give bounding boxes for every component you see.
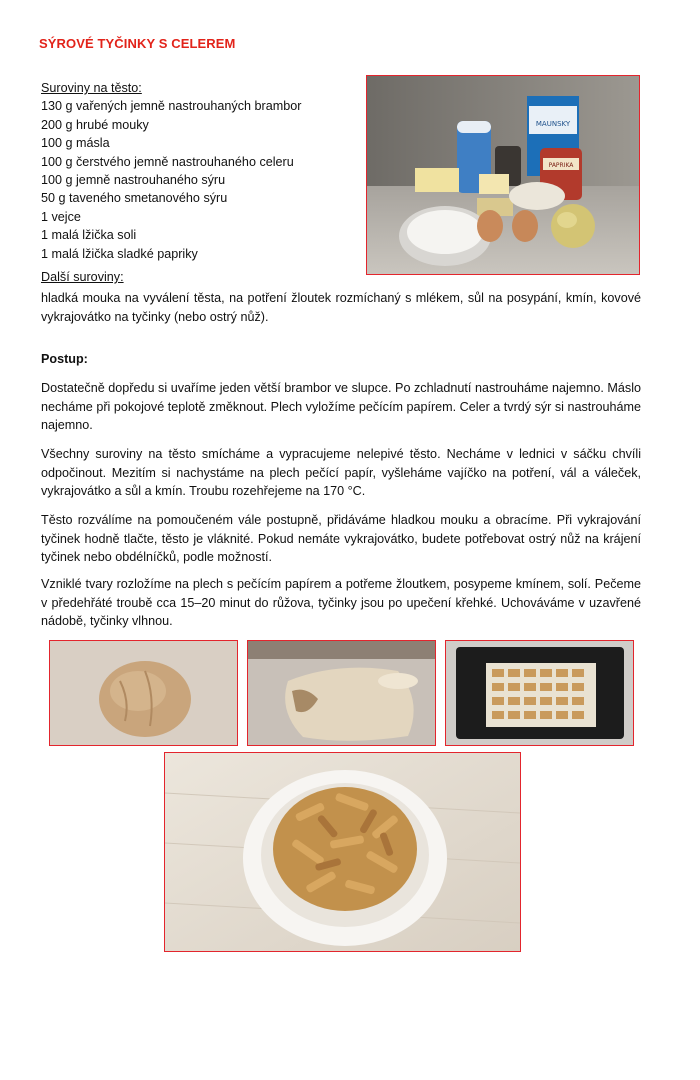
extra-ingredients-text: hladká mouka na vyválení těsta, na potření žloutek rozmíchaný s mlékem, sůl na posypání, kmín, kovové vykrajovátko na tyčinky (nebo ostrý nůž). xyxy=(41,291,641,324)
ingredient-item: 1 malá lžička sladké papriky xyxy=(41,246,198,261)
photo-finished-sticks xyxy=(164,752,521,952)
ingredient-item: 100 g čerstvého jemně nastrouhaného celeru xyxy=(41,154,294,169)
photo-baking-tray xyxy=(445,640,634,746)
photo-rolled-dough xyxy=(247,640,436,746)
extra-heading: Další suroviny: xyxy=(41,270,124,284)
dough-heading: Suroviny na těsto: xyxy=(41,81,142,95)
ingredient-item: 50 g taveného smetanového sýru xyxy=(41,191,228,206)
ingredient-item: 130 g vařených jemně nastrouhaných brambor xyxy=(41,99,302,114)
milk-box-label: MAUNSKY xyxy=(535,120,571,128)
ingredient-item: 1 malá lžička soli xyxy=(41,228,137,243)
method-paragraph-3: Těsto rozválíme na pomoučeném vále postupně, přidáváme hladkou mouku a obracíme. Při vykrajování tyčinek hodně tlačte, těsto je vláknité. Pokud nemáte vykrajovátko, budete potřebovat ostrý nůž na krájení tyčinek nebo obdélníčků, podle možností. xyxy=(41,513,641,565)
recipe-title: SÝROVÉ TYČINKY S CELEREM xyxy=(39,36,236,51)
paprika-label: PAPRIKA xyxy=(548,162,574,169)
ingredient-item: 1 vejce xyxy=(41,209,81,224)
ingredient-item: 100 g másla xyxy=(41,136,110,151)
method-paragraph-2: Všechny suroviny na těsto smícháme a vypracujeme nelepivé těsto. Necháme v lednici v sáčku chvíli odpočinout. Mezitím si nachystáme na plech pečící papír, vyšleháme vajíčko na potření, vál a váleček, vykrajovátko a sůl a kmín. Troubu rozehřejeme na 170 °C. xyxy=(41,447,641,499)
ingredient-item: 200 g hrubé mouky xyxy=(41,117,149,132)
dough-ingredients xyxy=(41,79,361,263)
ingredient-item: 100 g jemně nastrouhaného sýru xyxy=(41,173,226,188)
ingredients-photo xyxy=(366,75,640,275)
method-paragraph-4: Vzniklé tvary rozložíme na plech s pečícím papírem a potřeme žloutkem, posypeme kmínem, solí. Pečeme v předehřáté troubě cca 15–20 minut do růžova, tyčinky jsou po upečení křehké. Uchováváme v uzavřené nádobě, tyčinky vlhnou. xyxy=(41,577,641,629)
method-paragraph-1: Dostatečně dopředu si uvaříme jeden větší brambor ve slupce. Po zchladnutí nastrouháme najemno. Máslo necháme při pokojové teplotě změknout. Plech vyložíme pečícím papírem. Celer a tvrdý sýr si nastrouháme najemno. xyxy=(41,381,641,433)
photo-dough-ball xyxy=(49,640,238,746)
method-heading: Postup: xyxy=(41,352,88,366)
